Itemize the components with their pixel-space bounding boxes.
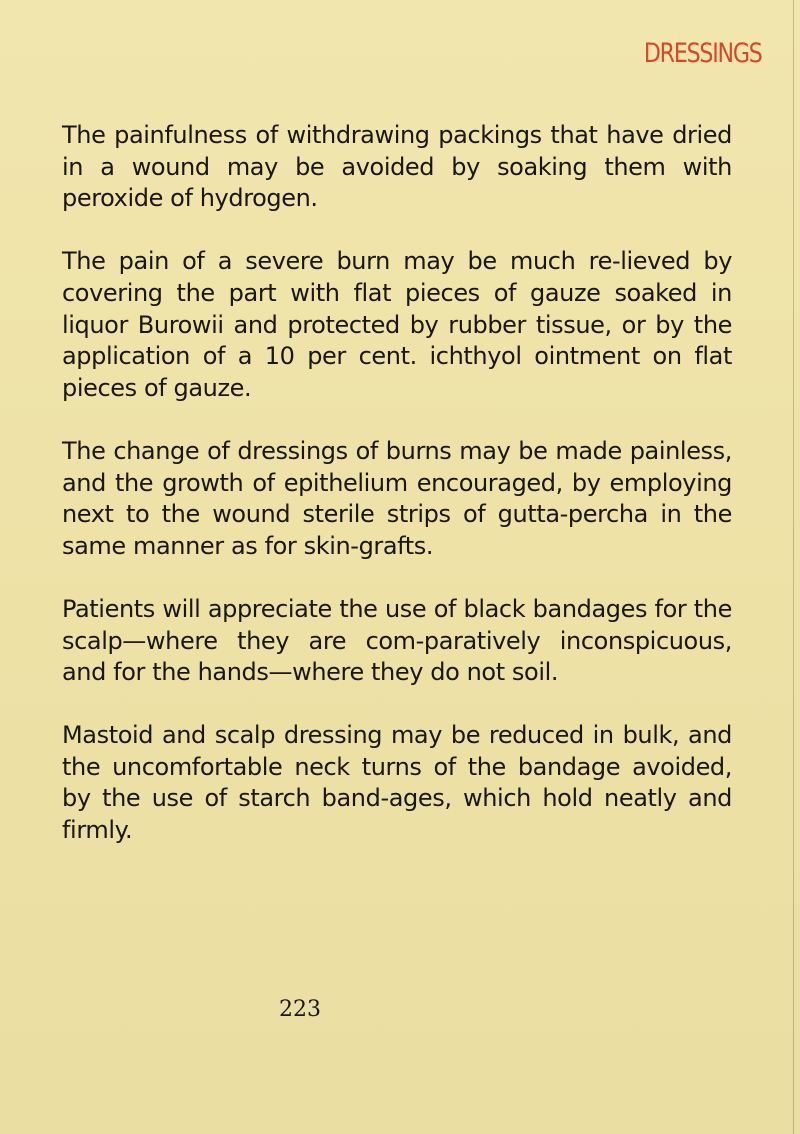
paragraph-black-bandages: Patients will appreciate the use of black bandages for the scalp—where they are com-paratively inconspicuous, and for the hands—where they do not soil.: [62, 594, 732, 687]
running-head: DRESSINGS: [644, 38, 762, 69]
page-number: 223: [279, 997, 321, 1022]
paragraph-starch-bandages: Mastoid and scalp dressing may be reduced in bulk, and the uncomfortable neck turns of the bandage avoided, by the use of starch band-ages, which hold neatly and firmly.: [62, 721, 732, 845]
paragraph-burn-dressings: The change of dressings of burns may be made painless, and the growth of epithelium encouraged, by employing next to the wound sterile strips of gutta-percha in the same manner as for skin-grafts.: [62, 436, 732, 560]
paragraph-packings: The painfulness of withdrawing packings that have dried in a wound may be avoided by soaking them with peroxide of hydrogen.: [62, 121, 732, 213]
paragraph-burn-pain: The pain of a severe burn may be much re-lieved by covering the part with flat pieces of gauze soaked in liquor Burowii and protected by rubber tissue, or by the application of a 10 per cent. ichthyol ointment on flat pieces of gauze.: [62, 247, 732, 402]
body-text: [62, 120, 732, 847]
page-edge: [793, 0, 794, 1134]
